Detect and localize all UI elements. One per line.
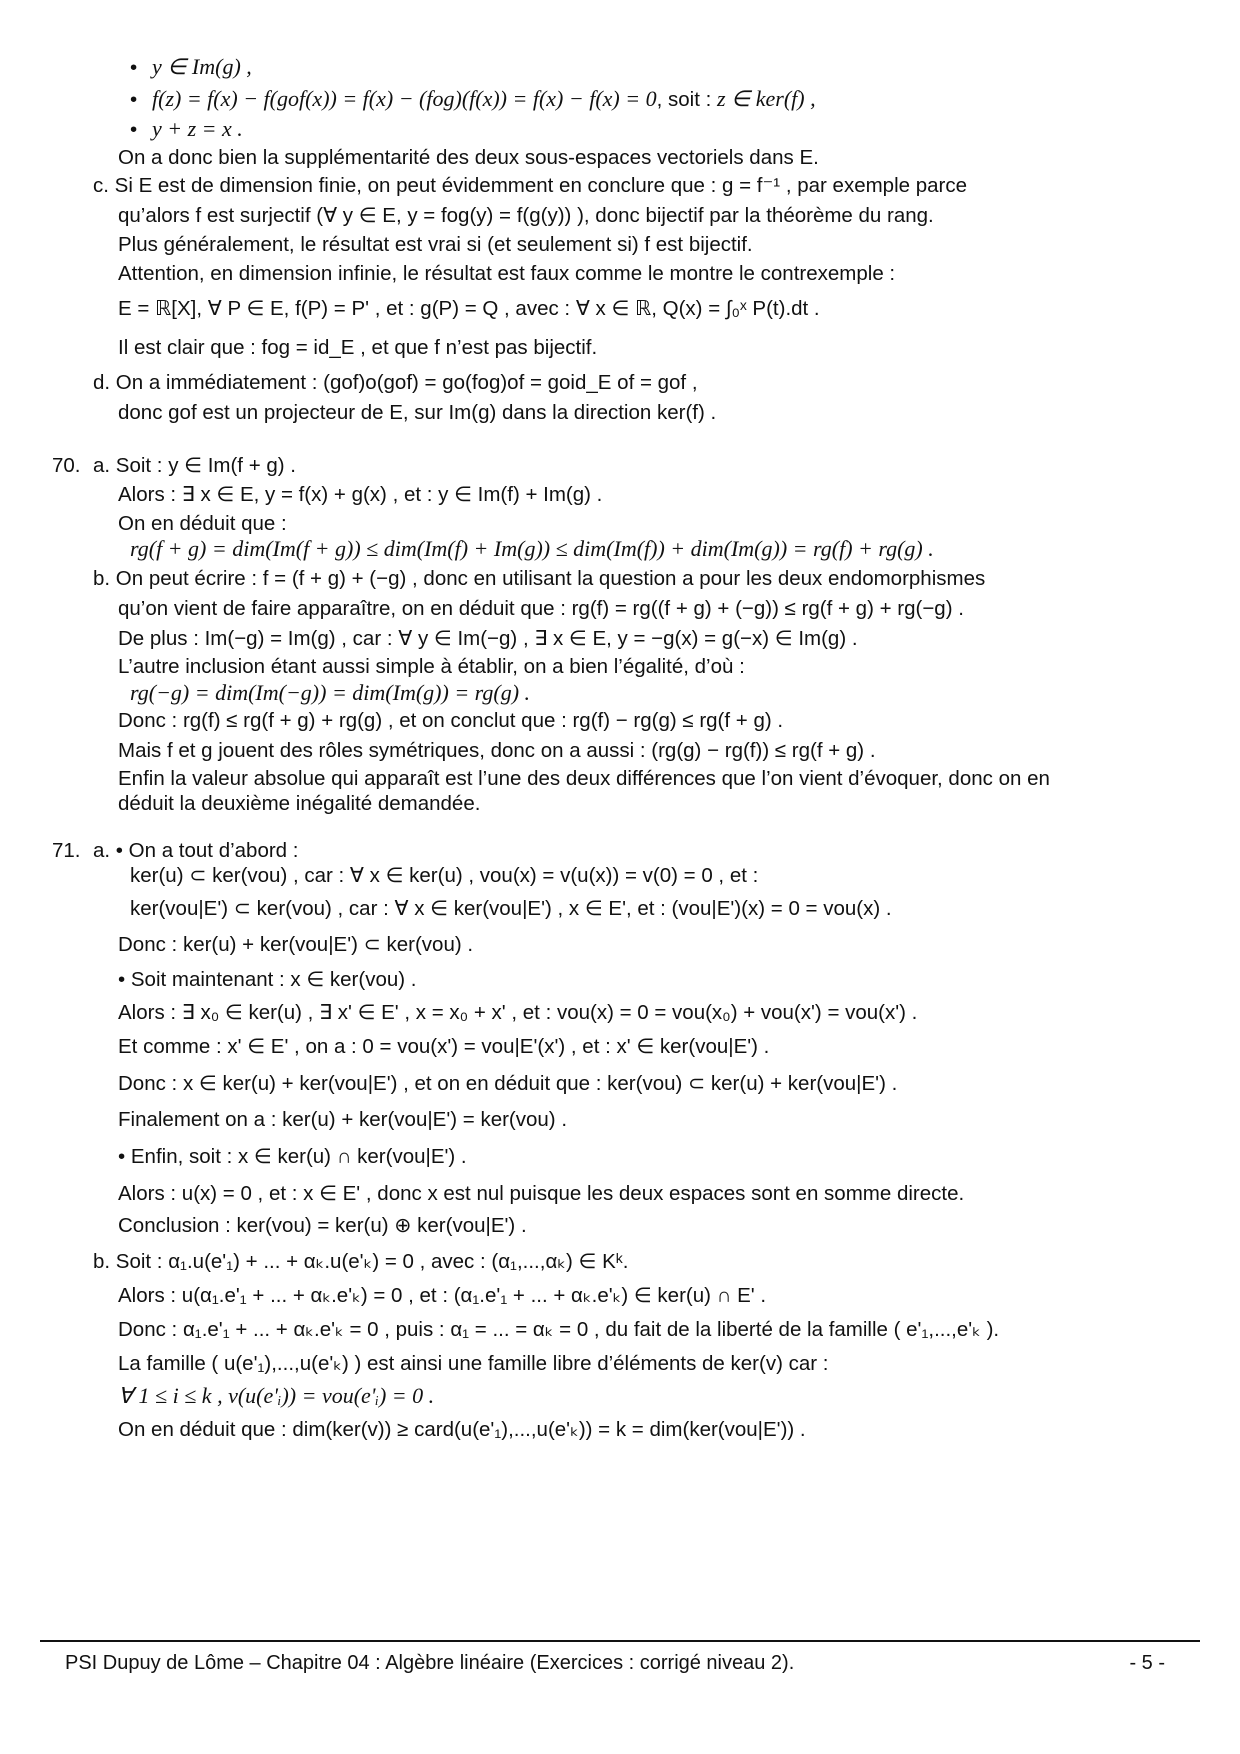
item-c-line-6: Il est clair que : fog = id_E , et que f n’est pas bijectif. (118, 336, 598, 359)
math-display: rg(f + g) = dim(Im(f + g)) ≤ dim(Im(f) + Im(g)) ≤ dim(Im(f)) + dim(Im(g)) = rg(f) + rg(g) . (130, 536, 934, 561)
item-a-line-3: ker(vou|E') ⊂ ker(vou) , car : ∀ x ∈ ker(vou|E') , x ∈ E', et : (vou|E')(x) = 0 = vou(x) . (130, 897, 892, 920)
item-b-line-7: Mais f et g jouent des rôles symétriques, donc on a aussi : (rg(g) − rg(f)) ≤ rg(f + g) . (118, 739, 876, 762)
item-b-line-2: Alors : u(α₁.e'₁ + ... + αₖ.e'ₖ) = 0 , et : (α₁.e'₁ + ... + αₖ.e'ₖ) ∈ ker(u) ∩ E' . (118, 1284, 767, 1307)
item-c-line-5: E = ℝ[X], ∀ P ∈ E, f(P) = P' , et : g(P) = Q , avec : ∀ x ∈ ℝ, Q(x) = ∫₀ˣ P(t).dt . (118, 297, 820, 320)
item-a-line-11: Alors : u(x) = 0 , et : x ∈ E' , donc x est nul puisque les deux espaces sont en somme directe. (118, 1182, 965, 1205)
bullet-icon: • (130, 118, 138, 141)
item-a-line-6: Alors : ∃ x₀ ∈ ker(u) , ∃ x' ∈ E' , x = x₀ + x' , et : vou(x) = 0 = vou(x₀) + vou(x') = vou(x') . (118, 1001, 918, 1024)
item-a-line-2: ker(u) ⊂ ker(vou) , car : ∀ x ∈ ker(u) , vou(x) = v(u(x)) = v(0) = 0 , et : (130, 864, 759, 887)
footer-text: PSI Dupuy de Lôme – Chapitre 04 : Algèbre linéaire (Exercices : corrigé niveau 2). (65, 1652, 795, 1674)
footer-divider (40, 1640, 1200, 1642)
item-b-line-9: déduit la deuxième inégalité demandée. (118, 792, 481, 815)
item-b-line-1: b. On peut écrire : f = (f + g) + (−g) , donc en utilisant la question a pour les deux endomorphismes (93, 567, 986, 590)
page-number: - 5 - (1129, 1652, 1165, 1674)
item-a-line-2: Alors : ∃ x ∈ E, y = f(x) + g(x) , et : y ∈ Im(f) + Im(g) . (118, 483, 603, 506)
item-b-line-8: Enfin la valeur absolue qui apparaît est l’une des deux différences que l’on vient d’évoquer, donc on en (118, 767, 1050, 790)
math-expr: f(z) = f(x) − f(gof(x)) = f(x) − (fog)(f(x)) = f(x) − f(x) = 0 (152, 86, 657, 111)
exercise-number: 70. (52, 454, 81, 477)
item-d-line-1: d. On a immédiatement : (gof)o(gof) = go(fog)of = goid_E of = gof , (93, 371, 698, 394)
item-a-line-10: • Enfin, soit : x ∈ ker(u) ∩ ker(vou|E') . (118, 1145, 467, 1168)
math-display: rg(−g) = dim(Im(−g)) = dim(Im(g)) = rg(g) . (130, 680, 531, 705)
item-a-line-1: a. Soit : y ∈ Im(f + g) . (93, 454, 296, 477)
paragraph-line: On a donc bien la supplémentarité des deux sous-espaces vectoriels dans E. (118, 146, 819, 169)
bullet-line-3 (130, 116, 243, 143)
item-b-line-4: L’autre inclusion étant aussi simple à établir, on a bien l’égalité, d’où : (118, 655, 745, 678)
math-display: ∀ 1 ≤ i ≤ k , v(u(e'ᵢ)) = vou(e'ᵢ) = 0 . (118, 1383, 435, 1408)
item-c-line-1: c. Si E est de dimension finie, on peut évidemment en conclure que : g = f⁻¹ , par exemple parce (93, 174, 968, 197)
item-b-line-3: De plus : Im(−g) = Im(g) , car : ∀ y ∈ Im(−g) , ∃ x ∈ E, y = −g(x) = g(−x) ∈ Im(g) . (118, 627, 858, 650)
exercise-number: 71. (52, 839, 81, 862)
item-a-line-5: • Soit maintenant : x ∈ ker(vou) . (118, 968, 417, 991)
item-a-line-7: Et comme : x' ∈ E' , on a : 0 = vou(x') = vou|E'(x') , et : x' ∈ ker(vou|E') . (118, 1035, 770, 1058)
item-a-line-9: Finalement on a : ker(u) + ker(vou|E') = ker(vou) . (118, 1108, 568, 1131)
item-d-line-2: donc gof est un projecteur de E, sur Im(g) dans la direction ker(f) . (118, 401, 717, 424)
item-c-line-4: Attention, en dimension infinie, le résultat est faux comme le montre le contrexemple : (118, 262, 896, 285)
bullet-line-1 (130, 54, 252, 81)
item-a-line-8: Donc : x ∈ ker(u) + ker(vou|E') , et on en déduit que : ker(vou) ⊂ ker(u) + ker(vou|E') . (118, 1072, 898, 1095)
math-expr: z ∈ ker(f) , (717, 86, 816, 111)
bullet-line-2 (130, 86, 816, 113)
item-a-line-1: a. • On a tout d’abord : (93, 839, 299, 862)
item-b-line-1: b. Soit : α₁.u(e'₁) + ... + αₖ.u(e'ₖ) = 0 , avec : (α₁,...,αₖ) ∈ Kᵏ. (93, 1250, 629, 1273)
footer (65, 1650, 1165, 1676)
math-expr: y + z = x . (152, 116, 243, 141)
item-b-line-3: Donc : α₁.e'₁ + ... + αₖ.e'ₖ = 0 , puis : α₁ = ... = αₖ = 0 , du fait de la liberté de la famille ( e'₁,...,e'ₖ ). (118, 1318, 1000, 1341)
item-a-line-12: Conclusion : ker(vou) = ker(u) ⊕ ker(vou|E') . (118, 1214, 527, 1237)
item-b-line-6: On en déduit que : dim(ker(v)) ≥ card(u(e'₁),...,u(e'ₖ)) = k = dim(ker(vou|E')) . (118, 1418, 806, 1441)
item-b-line-6: Donc : rg(f) ≤ rg(f + g) + rg(g) , et on conclut que : rg(f) − rg(g) ≤ rg(f + g) . (118, 709, 784, 732)
item-a-line-3: On en déduit que : (118, 512, 287, 535)
bullet-icon: • (130, 88, 138, 111)
item-b-line-4: La famille ( u(e'₁),...,u(e'ₖ) ) est ainsi une famille libre d’éléments de ker(v) car : (118, 1352, 829, 1375)
math-expr: y ∈ Im(g) , (152, 54, 252, 79)
item-b-line-2: qu’on vient de faire apparaître, on en déduit que : rg(f) = rg((f + g) + (−g)) ≤ rg(f + g) + rg(−g) . (118, 597, 964, 620)
item-c-line-3: Plus généralement, le résultat est vrai si (et seulement si) f est bijectif. (118, 233, 753, 256)
item-c-line-2: qu’alors f est surjectif (∀ y ∈ E, y = fog(y) = f(g(y)) ), donc bijectif par la théorème du rang. (118, 204, 934, 227)
text: , soit : (656, 88, 717, 111)
item-a-line-4: Donc : ker(u) + ker(vou|E') ⊂ ker(vou) . (118, 933, 474, 956)
bullet-icon: • (130, 56, 138, 79)
